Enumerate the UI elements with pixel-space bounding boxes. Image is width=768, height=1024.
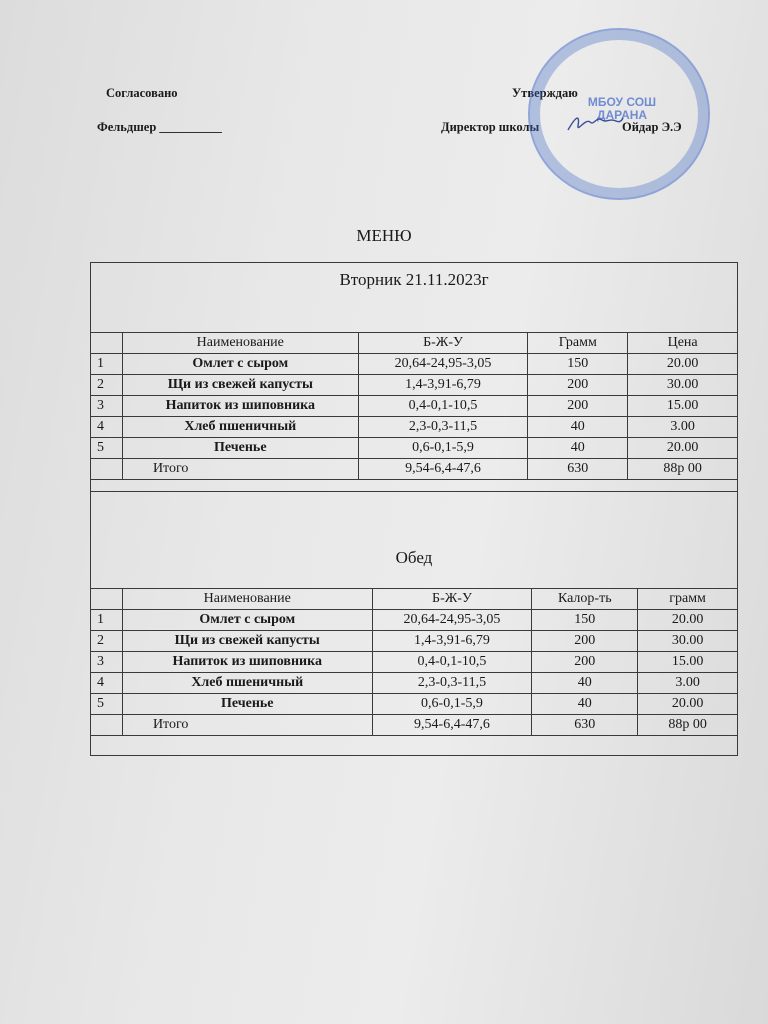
gram-value: 200 xyxy=(528,396,628,417)
column-header: Наименование xyxy=(122,589,372,610)
section1-table xyxy=(90,332,738,480)
table-row xyxy=(91,673,738,694)
total-gram: 88р 00 xyxy=(638,715,738,736)
row-number: 2 xyxy=(91,375,123,396)
calorie-value: 200 xyxy=(532,631,638,652)
table-row xyxy=(91,417,738,438)
column-header: Наименование xyxy=(122,333,358,354)
gram-value: 40 xyxy=(528,417,628,438)
row-number: 4 xyxy=(91,673,123,694)
bju-value: 2,3-0,3-11,5 xyxy=(358,417,528,438)
table-row xyxy=(91,396,738,417)
stamp-text: МБОУ СОШ ДАРАНА xyxy=(587,95,657,122)
total-blank xyxy=(91,459,123,480)
total-calorie: 630 xyxy=(532,715,638,736)
section2-table xyxy=(90,588,738,736)
table-header-row xyxy=(91,589,738,610)
total-price: 88р 00 xyxy=(628,459,738,480)
agreed-label: Согласовано xyxy=(106,86,178,100)
calorie-value: 150 xyxy=(532,610,638,631)
dish-name: Печенье xyxy=(122,694,372,715)
row-number: 1 xyxy=(91,354,123,375)
table-row xyxy=(91,652,738,673)
total-label: Итого xyxy=(122,459,358,480)
column-header: Б-Ж-У xyxy=(358,333,528,354)
table-header-row xyxy=(91,333,738,354)
dish-name: Омлет с сыром xyxy=(122,354,358,375)
table-row xyxy=(91,631,738,652)
paramedic-label: Фельдшер __________ xyxy=(97,120,222,134)
table-row xyxy=(91,610,738,631)
price-value: 30.00 xyxy=(628,375,738,396)
price-value: 15.00 xyxy=(628,396,738,417)
bju-value: 0,4-0,1-10,5 xyxy=(372,652,532,673)
price-value: 20.00 xyxy=(628,438,738,459)
total-row xyxy=(91,715,738,736)
table-row xyxy=(91,354,738,375)
page-title: МЕНЮ xyxy=(356,226,412,245)
dish-name: Печенье xyxy=(122,438,358,459)
dish-name: Хлеб пшеничный xyxy=(122,417,358,438)
dish-name: Омлет с сыром xyxy=(122,610,372,631)
table-row xyxy=(91,375,738,396)
approve-label: Утверждаю xyxy=(512,86,578,100)
total-label: Итого xyxy=(122,715,372,736)
gram-value: 200 xyxy=(528,375,628,396)
director-label: Директор школы xyxy=(441,120,540,134)
dish-name: Напиток из шиповника xyxy=(122,396,358,417)
bju-value: 1,4-3,91-6,79 xyxy=(372,631,532,652)
column-header: Цена xyxy=(628,333,738,354)
gram-value: 30.00 xyxy=(638,631,738,652)
total-bju: 9,54-6,4-47,6 xyxy=(358,459,528,480)
total-bju: 9,54-6,4-47,6 xyxy=(372,715,532,736)
row-number: 5 xyxy=(91,438,123,459)
row-number: 3 xyxy=(91,396,123,417)
gram-value: 20.00 xyxy=(638,694,738,715)
total-blank xyxy=(91,715,123,736)
signature-icon xyxy=(566,112,624,134)
bju-value: 0,4-0,1-10,5 xyxy=(358,396,528,417)
bju-value: 2,3-0,3-11,5 xyxy=(372,673,532,694)
gram-value: 20.00 xyxy=(638,610,738,631)
row-number: 3 xyxy=(91,652,123,673)
gram-value: 3.00 xyxy=(638,673,738,694)
bju-value: 20,64-24,95-3,05 xyxy=(358,354,528,375)
column-header: грамм xyxy=(638,589,738,610)
dish-name: Щи из свежей капусты xyxy=(122,631,372,652)
price-value: 20.00 xyxy=(628,354,738,375)
column-header: Б-Ж-У xyxy=(372,589,532,610)
price-value: 3.00 xyxy=(628,417,738,438)
row-number: 1 xyxy=(91,610,123,631)
section1-title: Вторник 21.11.2023г xyxy=(339,270,489,289)
calorie-value: 40 xyxy=(532,694,638,715)
dish-name: Напиток из шиповника xyxy=(122,652,372,673)
dish-name: Щи из свежей капусты xyxy=(122,375,358,396)
dish-name: Хлеб пшеничный xyxy=(122,673,372,694)
bju-value: 0,6-0,1-5,9 xyxy=(372,694,532,715)
section2-title: Обед xyxy=(395,548,433,567)
total-row xyxy=(91,459,738,480)
gram-value: 150 xyxy=(528,354,628,375)
bju-value: 20,64-24,95-3,05 xyxy=(372,610,532,631)
column-header xyxy=(91,589,123,610)
column-header: Грамм xyxy=(528,333,628,354)
row-number: 4 xyxy=(91,417,123,438)
column-header: Калор-ть xyxy=(532,589,638,610)
total-gram: 630 xyxy=(528,459,628,480)
row-number: 2 xyxy=(91,631,123,652)
calorie-value: 40 xyxy=(532,673,638,694)
bju-value: 1,4-3,91-6,79 xyxy=(358,375,528,396)
gram-value: 15.00 xyxy=(638,652,738,673)
bju-value: 0,6-0,1-5,9 xyxy=(358,438,528,459)
gram-value: 40 xyxy=(528,438,628,459)
calorie-value: 200 xyxy=(532,652,638,673)
table-row xyxy=(91,438,738,459)
table-row xyxy=(91,694,738,715)
column-header xyxy=(91,333,123,354)
row-number: 5 xyxy=(91,694,123,715)
director-name: Ойдар Э.Э xyxy=(622,120,682,134)
